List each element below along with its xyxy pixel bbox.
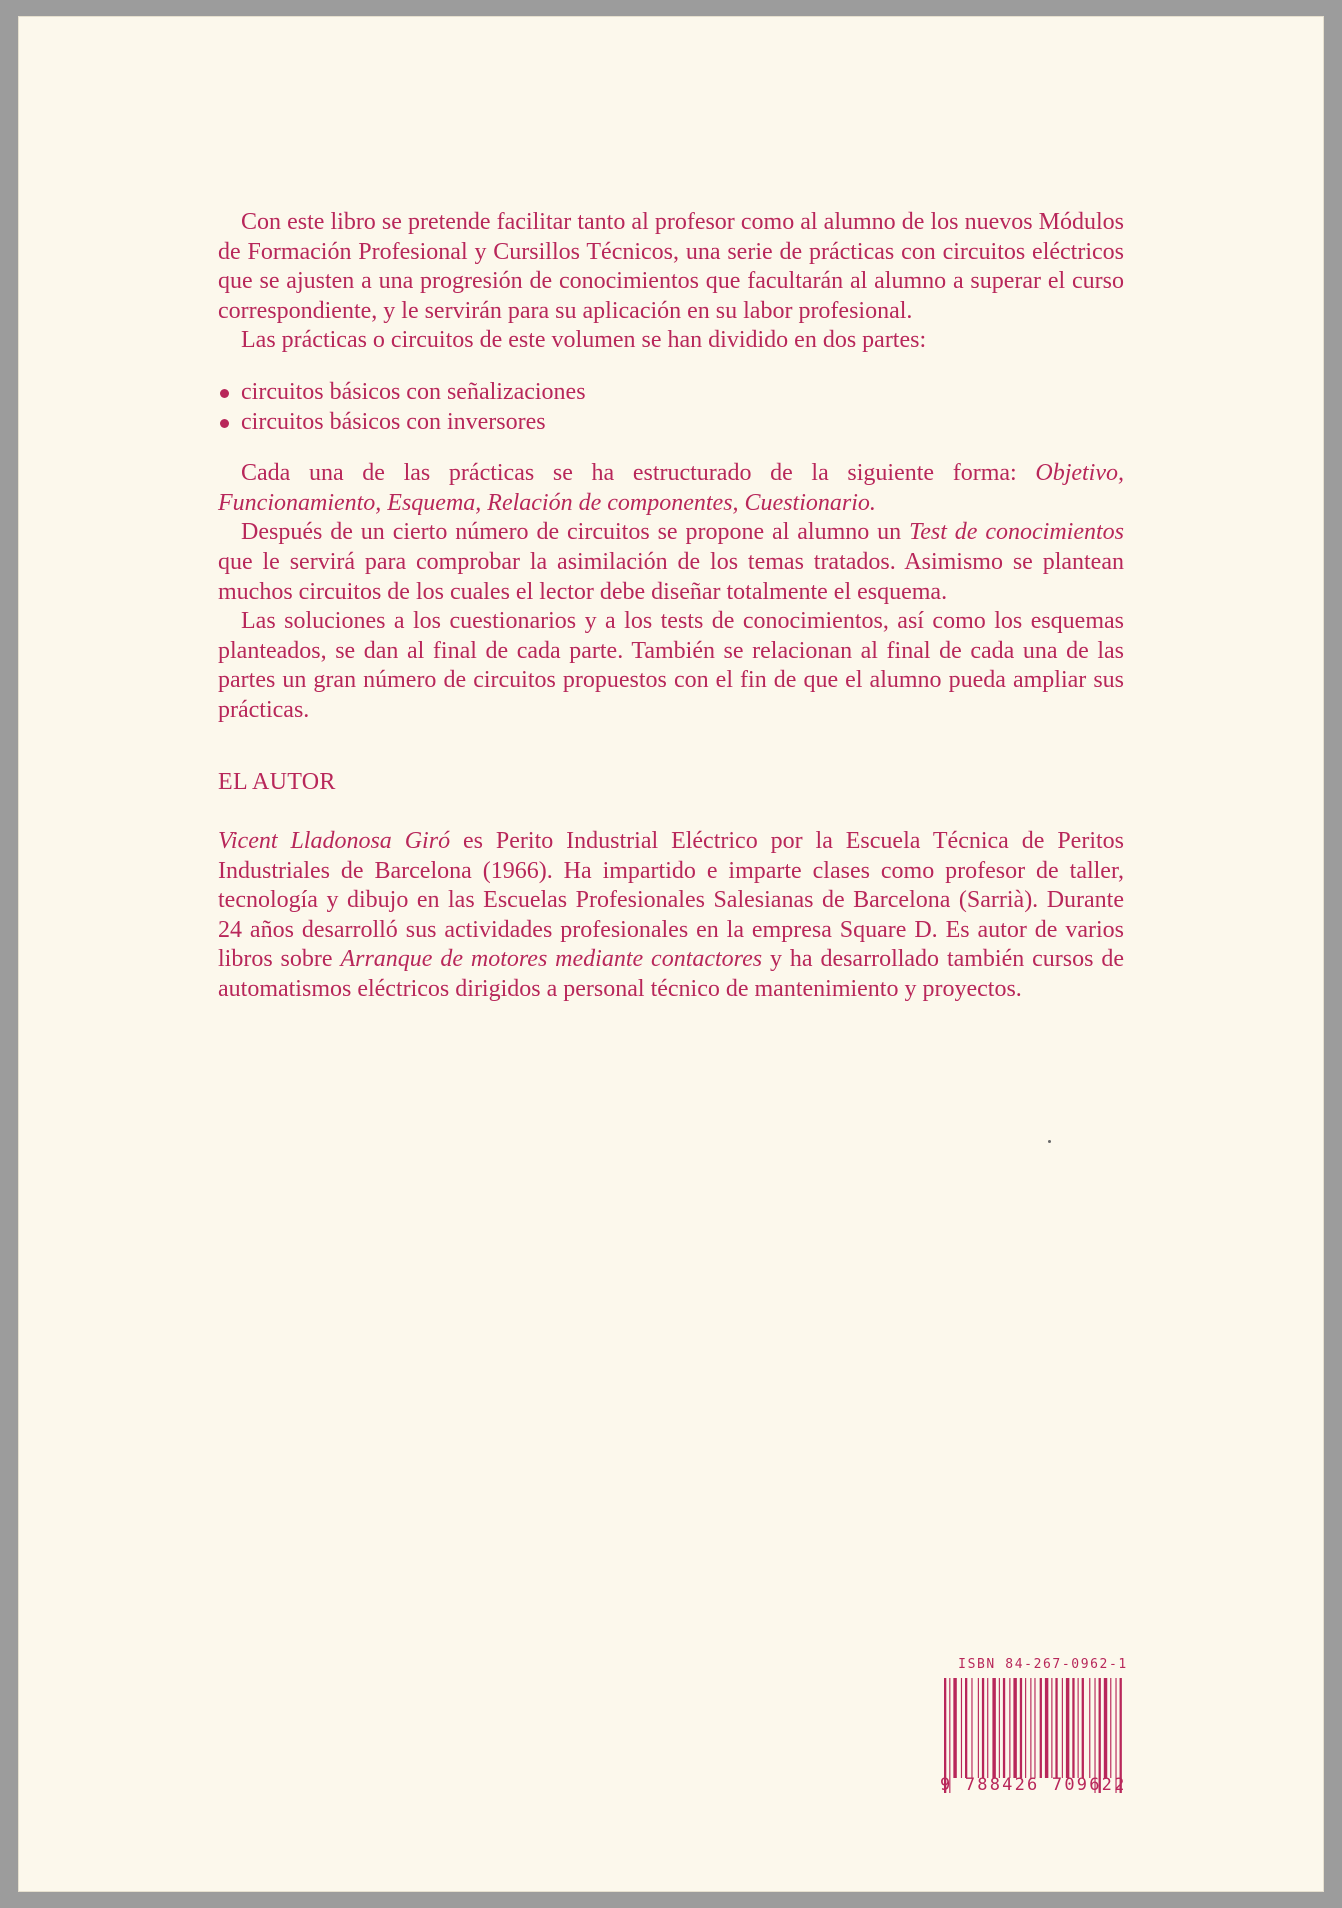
author-bio — [218, 827, 1124, 1005]
parts-list — [218, 378, 1124, 437]
test-text-end: que le servirá para comprobar la asimilación de los temas tratados. Asimismo se plantean muchos circuitos de los cuales el lector debe diseñar totalmente el esquema. — [218, 548, 1124, 605]
ean-digits: 9 788426 709622 — [940, 1775, 1127, 1795]
barcode-bar — [1003, 1678, 1005, 1778]
barcode-bar — [1045, 1678, 1048, 1778]
barcode-bar — [971, 1678, 972, 1778]
test-text-start: Después de un cierto número de circuitos se propone al alumno un — [241, 519, 910, 546]
author-name: Vicent Lladonosa Giró — [218, 828, 451, 855]
intro-paragraph-2: Las prácticas o circuitos de este volumen se han dividido en dos partes: — [241, 327, 927, 354]
print-speck — [1048, 1140, 1051, 1143]
barcode-bar — [987, 1678, 988, 1778]
barcode-bar — [982, 1678, 984, 1778]
intro-paragraph-4 — [218, 518, 1124, 607]
barcode-bar — [1013, 1678, 1016, 1778]
author-bio-end: y ha desarrollado también cursos de automatismos eléctricos dirigidos a personal técnico de mantenimiento y proyectos. — [218, 946, 1124, 1003]
intro-paragraph-5: Las soluciones a los cuestionarios y a los tests de conocimientos, así como los esquemas planteados, se dan al final de cada parte. También se relacionan al final de cada una de las partes un gran número de circuitos propuestos con el fin de que el alumno pueda ampliar sus prácticas. — [218, 608, 1124, 723]
barcode-bar — [1040, 1678, 1042, 1778]
barcode-bar — [1062, 1678, 1063, 1778]
barcode-bar — [1009, 1678, 1010, 1778]
barcode-bar — [1066, 1678, 1069, 1778]
barcode-bar — [965, 1678, 967, 1778]
barcode-bar — [1055, 1678, 1057, 1778]
barcode-bar — [953, 1678, 956, 1778]
barcode-bar — [961, 1678, 962, 1778]
structure-sections: Objetivo, Funcionamiento, Esquema, Relación de componentes, Cuestionario. — [218, 460, 1124, 516]
author-book-title: Arranque de motores mediante contactores — [340, 946, 763, 973]
structure-text: Cada una de las prácticas se ha estructurado de la siguiente forma: — [241, 460, 1036, 487]
intro-paragraph-3 — [218, 459, 1124, 518]
parts-list-item: circuitos básicos con señalizaciones — [218, 378, 1124, 408]
book-back-cover — [18, 16, 1324, 1892]
isbn-label: ISBN 84-267-0962-1 — [958, 1657, 1128, 1672]
barcode-bar — [1104, 1678, 1107, 1778]
barcode-bar — [1089, 1678, 1090, 1778]
test-title: Test de conocimientos — [909, 519, 1125, 546]
barcode-bar — [1020, 1678, 1022, 1778]
barcode-bar — [1078, 1678, 1079, 1778]
author-bio-start: es Perito Industrial Eléctrico por la Escuela Técnica de Peritos Industriales de Barcelona (1966). Ha impartido e imparte clases como profesor de taller, tecnología y dibujo en las Escuelas Profesionales Salesianas de Barcelona (Sarrià). Durante 24 años desarrolló sus actividades profesionales en la empresa Square D. Es autor de varios libros sobre — [218, 828, 1124, 973]
barcode-block — [938, 1657, 1148, 1795]
author-heading: EL AUTOR — [218, 768, 336, 795]
barcode-bar — [1110, 1678, 1111, 1778]
parts-list-item: circuitos básicos con inversores — [218, 408, 1124, 438]
barcode-bar — [992, 1678, 995, 1778]
barcode-bar — [978, 1678, 979, 1778]
barcode-bar — [1072, 1678, 1074, 1778]
intro-paragraph-1: Con este libro se pretende facilitar tanto al profesor como al alumno de los nuevos Módulos de Formación Profesional y Cursillos Técnicos, una serie de prácticas con circuitos eléctricos que se ajusten a una progresión de conocimientos que facultarán al alumno a superar el curso correspondiente, y le servirán para su aplicación en su labor profesional. — [218, 209, 1124, 324]
barcode-bar — [1034, 1678, 1035, 1778]
barcode-bar — [1030, 1678, 1031, 1778]
barcode-bar — [1025, 1678, 1026, 1778]
barcode-bar — [1082, 1678, 1084, 1778]
barcode-bar — [999, 1678, 1000, 1778]
cover-text — [218, 208, 1124, 1005]
barcode-bar — [1051, 1678, 1052, 1778]
